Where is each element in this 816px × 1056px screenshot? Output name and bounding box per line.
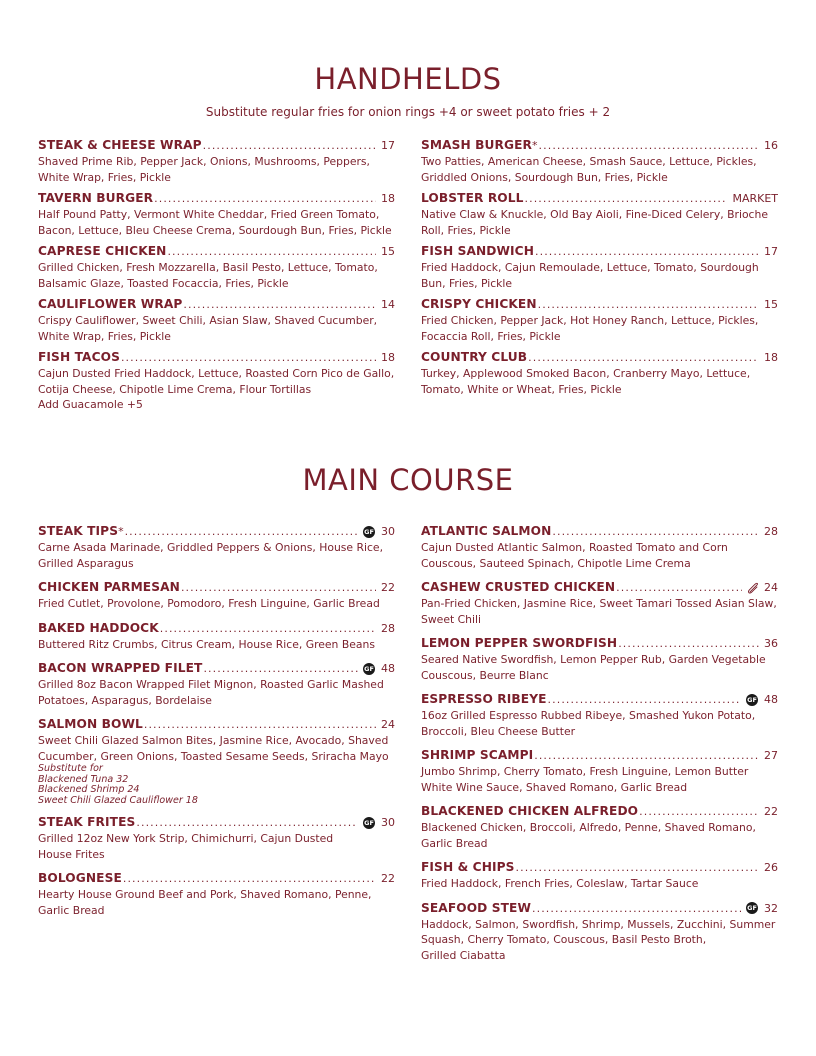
menu-item-header	[38, 814, 395, 831]
menu-item-name: CHICKEN PARMESAN	[38, 580, 180, 594]
gluten-free-icon: GF	[747, 695, 757, 704]
menu-item-price: 30	[381, 816, 395, 829]
dot-leader	[548, 691, 741, 708]
menu-item-substitution: Blackened Shrimp 24	[38, 784, 140, 795]
menu-item	[38, 296, 395, 344]
menu-item-name: BLACKENED CHICKEN ALFREDO	[421, 804, 639, 818]
menu-item	[38, 243, 395, 291]
menu-item	[421, 296, 778, 344]
dot-leader	[538, 296, 759, 313]
dot-leader	[534, 747, 759, 764]
menu-item	[38, 523, 395, 571]
menu-item-header	[38, 137, 395, 154]
dot-leader	[203, 137, 376, 154]
dot-leader	[618, 635, 759, 652]
menu-item-description: Two Patties, American Cheese, Smash Sauce, Lettuce, Pickles, Griddled Onions, Sourdough Bun, Fries, Pickle	[421, 155, 757, 184]
dot-leader	[203, 660, 358, 677]
menu-item-name: SMASH BURGER	[421, 138, 533, 152]
gluten-free-icon: GF	[747, 904, 757, 912]
menu-item-description: Cajun Dusted Fried Haddock, Lettuce, Roasted Corn Pico de Gallo, Cotija Cheese, Chipotle Lime Crema, Flour Tortillas	[38, 367, 395, 396]
menu-item-substitution: Substitute for	[38, 763, 103, 774]
dot-leader	[144, 716, 376, 733]
menu-item-description-continued: House Frites	[38, 847, 105, 861]
menu-item-description: Haddock, Salmon, Swordfish, Shrimp, Mussels, Zucchini, Summer Squash, Cherry Tomato, Couscous, Basil Pesto Broth,	[421, 917, 776, 946]
menu-item-price: 17	[764, 245, 778, 258]
dot-leader	[160, 620, 376, 637]
menu-item-name: BACON WRAPPED FILET	[38, 661, 203, 675]
menu-item-header	[421, 859, 778, 876]
menu-item-price: 28	[381, 621, 395, 635]
menu-item	[38, 814, 395, 862]
menu-item	[421, 243, 778, 291]
menu-item-name: SALMON BOWL	[38, 717, 143, 731]
menu-item-header	[421, 523, 778, 540]
menu-item-header	[421, 900, 778, 917]
menu-item-description: Native Claw & Knuckle, Old Bay Aioli, Fine-Diced Celery, Brioche Roll, Fries, Pickle	[421, 208, 768, 237]
menu-item-name: TAVERN BURGER	[38, 191, 154, 205]
menu-item-header	[421, 635, 778, 652]
menu-item-header	[421, 349, 778, 366]
menu-item-header	[38, 243, 395, 260]
menu-item-price: 36	[764, 637, 778, 650]
menu-item-price: 22	[764, 805, 778, 818]
menu-item-price: MARKET	[732, 192, 778, 205]
dot-leader	[183, 296, 376, 313]
menu-item	[38, 579, 395, 612]
menu-item-header	[38, 579, 395, 596]
menu-item-description: Fried Cutlet, Provolone, Pomodoro, Fresh Linguine, Garlic Bread	[38, 597, 380, 610]
menu-item-description: Grilled Chicken, Fresh Mozzarella, Basil Pesto, Lettuce, Tomato, Balsamic Glaze, Toasted Focaccia, Fries, Pickle	[38, 261, 378, 290]
menu-item-price: 24	[764, 581, 778, 594]
dot-leader	[125, 523, 358, 540]
dot-leader	[539, 137, 759, 154]
dot-leader	[121, 349, 376, 366]
dot-leader	[167, 243, 376, 260]
menu-item-name: SEAFOOD STEW	[421, 900, 532, 915]
menu-item-name: ATLANTIC SALMON	[421, 524, 552, 538]
gluten-free-icon: GF	[364, 527, 374, 536]
menu-item	[421, 803, 778, 851]
menu-item-header	[421, 296, 778, 313]
menu-item-header	[421, 579, 778, 596]
menu-item	[38, 620, 395, 653]
menu-item	[421, 190, 778, 238]
menu-item-name: FISH SANDWICH	[421, 244, 535, 258]
menu-item-description: Cajun Dusted Atlantic Salmon, Roasted Tomato and Corn Couscous, Sauteed Spinach, Chipotle Lime Crema	[421, 541, 728, 570]
handhelds-subtitle: Substitute regular fries for onion rings +4 or sweet potato fries + 2	[205, 105, 611, 119]
menu-item-name: CRISPY CHICKEN	[421, 297, 537, 311]
menu-item-description: Sweet Chili Glazed Salmon Bites, Jasmine Rice, Avocado, Shaved Cucumber, Green Onions, Toasted Sesame Seeds, Sriracha Mayo	[38, 734, 389, 763]
menu-item-name: CAULIFLOWER WRAP	[38, 297, 183, 311]
menu-item-description: Grilled 12oz New York Strip, Chimichurri, Cajun Dusted	[38, 832, 334, 845]
handhelds-right-column	[421, 137, 778, 402]
menu-item-price: 32	[764, 901, 778, 915]
dot-leader	[535, 243, 759, 260]
menu-item-description: Half Pound Patty, Vermont White Cheddar, Fried Green Tomato, Bacon, Lettuce, Bleu Cheese Crema, Sourdough Bun, Fries, Pickle	[38, 208, 392, 237]
dot-leader	[516, 859, 759, 876]
dot-leader	[136, 814, 358, 831]
menu-item-description-continued: Grilled Ciabatta	[421, 948, 506, 962]
menu-item	[38, 137, 395, 185]
menu-item-name: BOLOGNESE	[38, 871, 122, 885]
menu-item	[38, 716, 395, 806]
menu-item-description: Grilled 8oz Bacon Wrapped Filet Mignon, Roasted Garlic Mashed Potatoes, Asparagus, Bordelaise	[38, 678, 384, 707]
dot-leader	[123, 870, 376, 887]
menu-item-header	[38, 523, 395, 540]
menu-item-description: Carne Asada Marinade, Griddled Peppers & Onions, House Rice, Grilled Asparagus	[38, 541, 384, 570]
handhelds-title: HANDHELDS	[314, 62, 502, 96]
menu-item-name: LOBSTER ROLL	[421, 191, 524, 205]
menu-item-name: STEAK TIPS	[38, 524, 119, 538]
handhelds-left-column	[38, 137, 395, 418]
menu-item-price: 18	[764, 351, 778, 364]
menu-item-price: 48	[381, 662, 395, 675]
menu-item-description: Jumbo Shrimp, Cherry Tomato, Fresh Linguine, Lemon Butter White Wine Sauce, Shaved Romano, Garlic Bread	[421, 765, 749, 794]
menu-item-name: BAKED HADDOCK	[38, 620, 159, 635]
menu-item-name: FISH TACOS	[38, 350, 120, 364]
menu-item	[421, 635, 778, 683]
dot-leader	[528, 349, 759, 366]
menu-item-description: 16oz Grilled Espresso Rubbed Ribeye, Smashed Yukon Potato, Broccoli, Bleu Cheese Butter	[421, 709, 756, 738]
menu-item-price: 22	[381, 581, 395, 594]
raw-warning-asterisk: *	[118, 525, 124, 538]
menu-item-description: Blackened Chicken, Broccoli, Alfredo, Penne, Shaved Romano, Garlic Bread	[421, 821, 756, 850]
menu-item-price: 26	[764, 861, 778, 874]
menu-item-description: Turkey, Applewood Smoked Bacon, Cranberry Mayo, Lettuce, Tomato, White or Wheat, Fries, Pickle	[421, 367, 751, 396]
menu-item-substitution: Sweet Chili Glazed Cauliflower 18	[38, 794, 198, 806]
menu-item-name: CASHEW CRUSTED CHICKEN	[421, 580, 616, 594]
menu-item-substitution: Blackened Tuna 32	[38, 773, 129, 785]
menu-item-description: Seared Native Swordfish, Lemon Pepper Rub, Garden Vegetable Couscous, Beurre Blanc	[421, 653, 766, 682]
dot-leader	[552, 523, 759, 540]
menu-item-price: 18	[381, 351, 395, 364]
main-course-left-column	[38, 523, 395, 926]
main-course-right-column	[421, 523, 778, 971]
menu-item-header	[38, 870, 395, 887]
menu-item-header	[421, 747, 778, 764]
menu-item-header	[38, 620, 395, 637]
menu-item-header	[38, 296, 395, 313]
menu-item	[421, 900, 778, 964]
dot-leader	[525, 190, 728, 207]
menu-item-price: 16	[764, 139, 778, 152]
menu-item-description: Buttered Ritz Crumbs, Citrus Cream, House Rice, Green Beans	[38, 637, 375, 651]
menu-item-price: 22	[381, 872, 395, 885]
menu-item-price: 27	[764, 749, 778, 762]
gluten-free-icon: GF	[364, 818, 374, 827]
menu-item	[38, 660, 395, 708]
menu-item-header	[38, 660, 395, 677]
menu-item-name: ESPRESSO RIBEYE	[421, 692, 547, 706]
menu-item-price: 14	[381, 298, 395, 311]
menu-item-price: 28	[764, 525, 778, 538]
dot-leader	[639, 803, 759, 820]
menu-item-price: 24	[381, 718, 395, 731]
menu-item-name: CAPRESE CHICKEN	[38, 244, 167, 258]
main-course-title: MAIN COURSE	[302, 463, 514, 497]
menu-item-description: Fried Chicken, Pepper Jack, Hot Honey Ranch, Lettuce, Pickles, Focaccia Roll, Fries, Pickle	[421, 314, 759, 343]
menu-item	[421, 349, 778, 397]
menu-item-description: Fried Haddock, French Fries, Coleslaw, Tartar Sauce	[421, 877, 699, 890]
raw-warning-asterisk: *	[532, 139, 538, 152]
menu-item-description: Shaved Prime Rib, Pepper Jack, Onions, Mushrooms, Peppers, White Wrap, Fries, Pickle	[38, 155, 370, 184]
menu-item-price: 48	[764, 693, 778, 706]
menu-item-price: 18	[381, 192, 395, 205]
menu-item-description: Fried Haddock, Cajun Remoulade, Lettuce, Tomato, Sourdough Bun, Fries, Pickle	[421, 261, 759, 290]
menu-item-price: 17	[381, 139, 395, 152]
menu-item-name: LEMON PEPPER SWORDFISH	[421, 636, 618, 650]
gluten-free-icon: GF	[364, 664, 374, 673]
menu-item-header	[421, 190, 778, 207]
menu-item-name: FISH & CHIPS	[421, 860, 515, 874]
menu-item-header	[38, 190, 395, 207]
menu-item-addon: Add Guacamole +5	[38, 398, 143, 411]
menu-item	[421, 579, 778, 627]
menu-item-name: SHRIMP SCAMPI	[421, 748, 534, 762]
menu-item-header	[421, 243, 778, 260]
menu-item-header	[421, 137, 778, 154]
menu-item-price: 30	[381, 525, 395, 538]
menu-item-name: STEAK FRITES	[38, 815, 136, 829]
menu-item	[38, 190, 395, 238]
menu-item-price: 15	[381, 245, 395, 258]
menu-item	[421, 859, 778, 892]
dot-leader	[616, 579, 742, 596]
dot-leader	[181, 579, 376, 596]
menu-item-description: Pan-Fried Chicken, Jasmine Rice, Sweet Tamari Tossed Asian Slaw, Sweet Chili	[421, 597, 777, 626]
menu-item	[421, 137, 778, 185]
menu-item-price: 15	[764, 298, 778, 311]
menu-item	[421, 691, 778, 739]
menu-item-header	[421, 691, 778, 708]
menu-item-name: STEAK & CHEESE WRAP	[38, 138, 202, 152]
menu-item-description: Crispy Cauliflower, Sweet Chili, Asian Slaw, Shaved Cucumber, White Wrap, Fries, Pickle	[38, 314, 378, 343]
menu-item	[38, 870, 395, 918]
nut-icon	[747, 581, 760, 594]
menu-item	[38, 349, 395, 413]
menu-item-header	[38, 716, 395, 733]
menu-item	[421, 747, 778, 795]
menu-item-header	[421, 803, 778, 820]
menu-item	[421, 523, 778, 571]
dot-leader	[154, 190, 376, 207]
dot-leader	[532, 900, 741, 917]
menu-item-description: Hearty House Ground Beef and Pork, Shaved Romano, Penne, Garlic Bread	[38, 888, 372, 917]
menu-item-name: COUNTRY CLUB	[421, 350, 528, 364]
menu-item-header	[38, 349, 395, 366]
